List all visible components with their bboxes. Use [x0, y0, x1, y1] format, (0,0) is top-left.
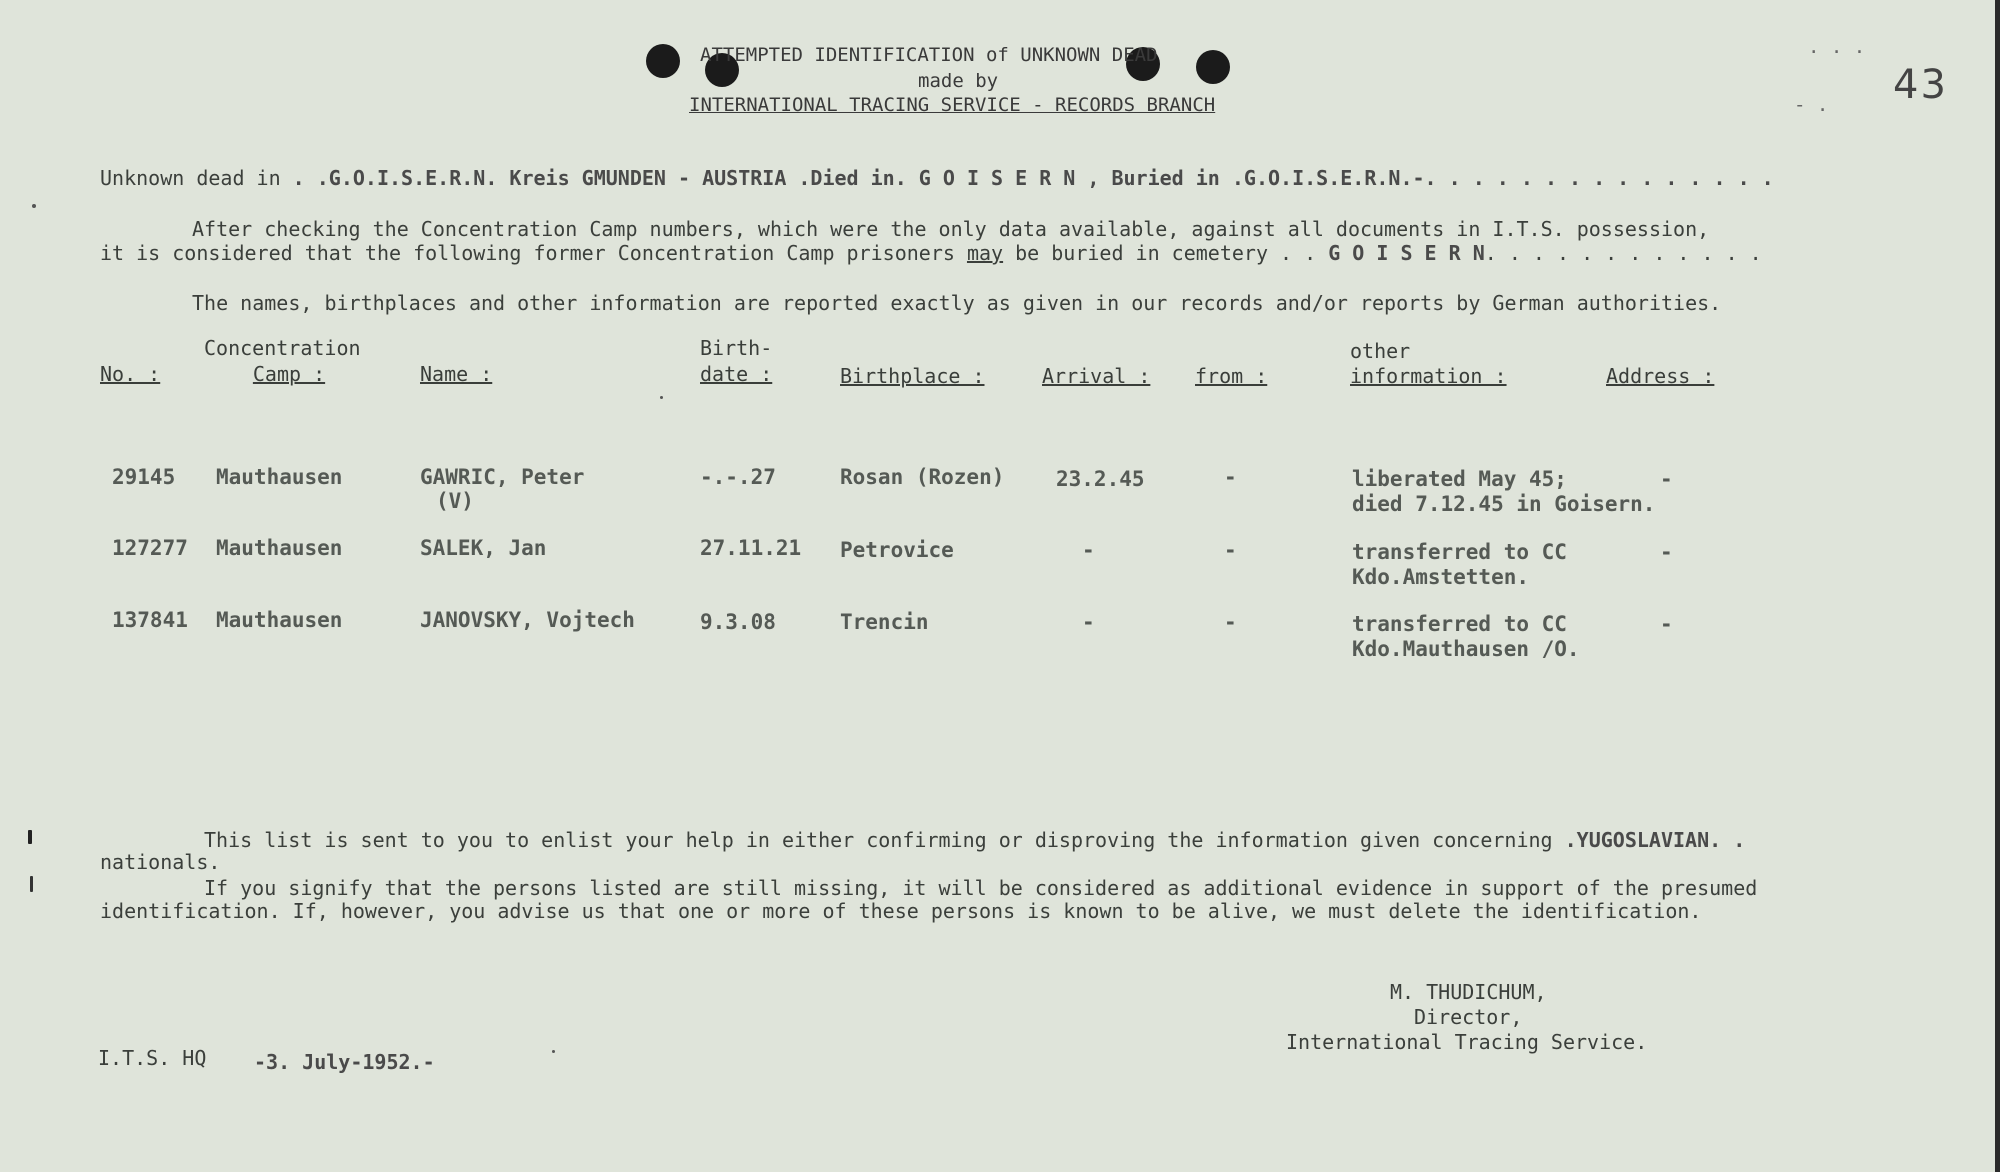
nationality: .YUGOSLAVIAN. .	[1564, 828, 1746, 852]
intro-line-3: The names, birthplaces and other information are reported exactly as given in our records and/or reports by German authorities.	[192, 291, 1722, 315]
intro-line-1: After checking the Concentration Camp numbers, which were the only data available, against all documents in I.T.S. possession,	[192, 217, 1710, 241]
margin-marks-mid: - .	[1794, 94, 1829, 116]
cell-info-2: Kdo.Amstetten.	[1352, 565, 1530, 589]
cell-address: -	[1660, 540, 1673, 564]
cell-info-2: Kdo.Mauthausen /O.	[1352, 637, 1580, 661]
cell-name: SALEK, Jan	[420, 536, 547, 560]
footer-date: -3. July-1952.-	[254, 1050, 435, 1074]
col-header-address: Address :	[1606, 364, 1715, 388]
col-header-from: from :	[1195, 364, 1268, 388]
signatory-org: International Tracing Service.	[1286, 1030, 1648, 1054]
cell-birthplace: Trencin	[840, 610, 929, 634]
cell-birthdate: -.-.27	[700, 465, 776, 489]
cell-info-1: transferred to CC	[1352, 540, 1567, 564]
cemetery-place: G O I S E R N	[1328, 241, 1485, 265]
cell-address: -	[1660, 612, 1673, 636]
punch-hole-right-2	[1196, 50, 1230, 84]
cell-birthplace: Petrovice	[840, 538, 954, 562]
cell-from: -	[1224, 465, 1237, 489]
document-title: ATTEMPTED IDENTIFICATION of UNKNOWN DEAD	[700, 44, 1158, 66]
margin-speck	[30, 876, 33, 892]
cell-birthdate: 27.11.21	[700, 536, 802, 560]
col-header-name: Name :	[420, 362, 493, 386]
page-number: 43	[1893, 62, 1948, 108]
location-line	[100, 166, 1774, 190]
col-header-camp: Camp :	[252, 362, 326, 386]
col-header-camp-top: Concentration	[204, 336, 361, 360]
col-header-no: No. :	[100, 362, 161, 386]
cell-arrival: 23.2.45	[1056, 467, 1145, 491]
cell-birthdate: 9.3.08	[700, 610, 776, 634]
col-header-other: information :	[1350, 364, 1507, 388]
cell-address: -	[1660, 467, 1673, 491]
intro-line-2-middle: be buried in cemetery . .	[1015, 241, 1317, 265]
cell-no: 137841	[112, 608, 188, 632]
cell-camp: Mauthausen	[216, 536, 343, 560]
location-value: . .G.O.I.S.E.R.N. Kreis GMUNDEN - AUSTRIA .Died in. G O I S E R N , Buried in .G.O.I.S.E.R.N.-. . . . . . . . . . . . . . .	[292, 166, 1774, 190]
location-label: Unknown dead in	[100, 166, 281, 190]
intro-line-2	[100, 241, 1762, 265]
cell-from: -	[1224, 538, 1237, 562]
closing-p1-line2: nationals.	[100, 850, 221, 874]
cell-birthplace: Rosan (Rozen)	[840, 465, 1005, 489]
margin-speck	[28, 830, 32, 844]
cell-info-1: liberated May 45;	[1352, 467, 1567, 491]
cell-info-1: transferred to CC	[1352, 612, 1567, 636]
col-header-birthdate: date :	[700, 362, 773, 386]
cell-camp: Mauthausen	[216, 465, 343, 489]
cell-arrival: -	[1082, 538, 1095, 562]
signatory-name: M. THUDICHUM,	[1390, 980, 1547, 1004]
punch-hole-left-1	[646, 44, 680, 78]
footer-place: I.T.S. HQ	[98, 1046, 207, 1070]
closing-p1-text: This list is sent to you to enlist your help in either confirming or disproving the information given concerning	[204, 828, 1553, 852]
margin-marks-top: . . .	[1808, 36, 1866, 58]
col-header-birthdate-top: Birth-	[700, 336, 773, 360]
service-name: INTERNATIONAL TRACING SERVICE - RECORDS BRANCH	[689, 94, 1216, 116]
page-edge	[1995, 0, 2000, 1172]
col-header-arrival: Arrival :	[1042, 364, 1151, 388]
cell-name-extra: (V)	[436, 489, 474, 513]
cell-no: 127277	[112, 536, 188, 560]
closing-p1-line1	[204, 828, 1745, 852]
cell-camp: Mauthausen	[216, 608, 343, 632]
col-header-birthplace: Birthplace :	[840, 364, 985, 388]
intro-line-2-prefix: it is considered that the following former Concentration Camp prisoners	[100, 241, 955, 265]
cell-name: JANOVSKY, Vojtech	[420, 608, 635, 632]
cell-arrival: -	[1082, 610, 1095, 634]
closing-p2-line2: identification. If, however, you advise us that one or more of these persons is known to be alive, we must delete the identification.	[100, 899, 1702, 923]
intro-line-2-suffix: . . . . . . . . . . . .	[1484, 241, 1762, 265]
closing-p2-line1: If you signify that the persons listed are still missing, it will be considered as additional evidence in support of the presumed	[204, 876, 1758, 900]
cell-name: GAWRIC, Peter	[420, 465, 585, 489]
col-header-other-top: other	[1350, 339, 1411, 363]
margin-speck	[552, 1050, 555, 1053]
cell-no: 29145	[112, 465, 176, 489]
cell-from: -	[1224, 610, 1237, 634]
made-by-line: made by	[918, 70, 999, 92]
signatory-title: Director,	[1414, 1005, 1523, 1029]
margin-speck	[660, 396, 663, 399]
margin-speck	[32, 204, 36, 208]
intro-may: may	[966, 241, 1004, 265]
cell-info-2: died 7.12.45 in Goisern.	[1352, 492, 1656, 516]
